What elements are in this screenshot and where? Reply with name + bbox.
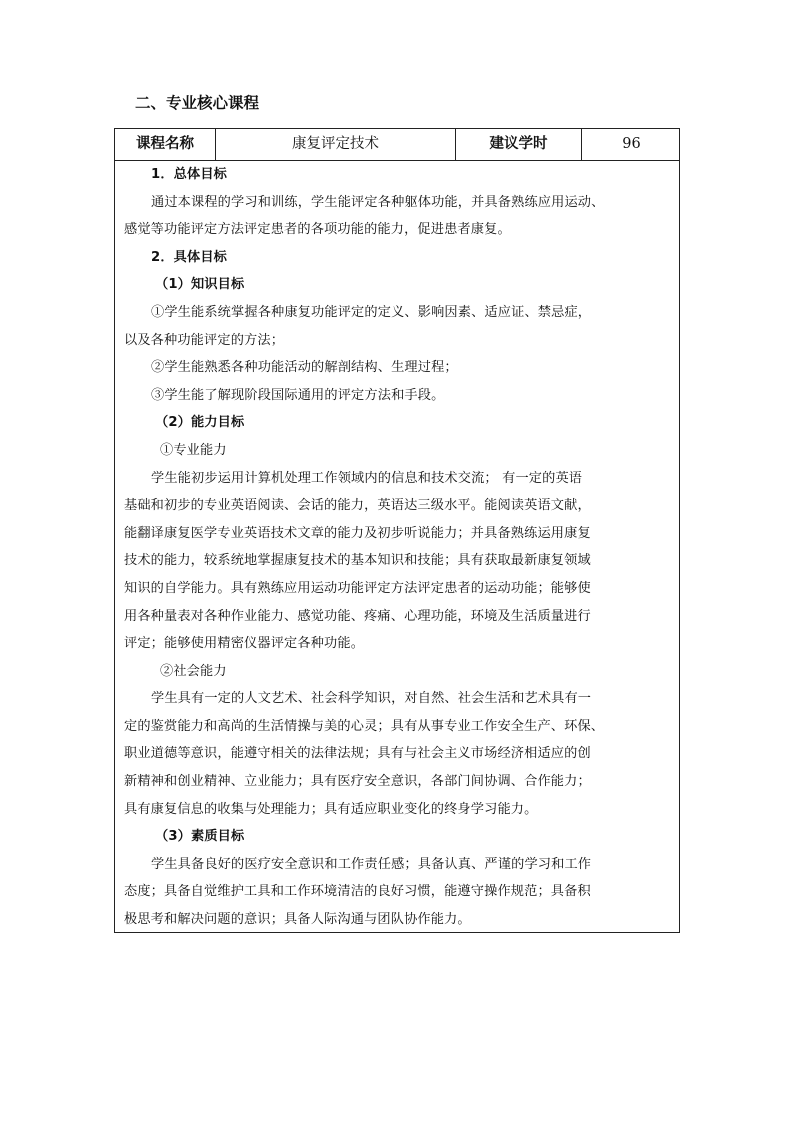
professional-text-line: 评定；能够使用精密仪器评定各种功能。 — [124, 636, 365, 652]
knowledge-heading: （1）知识目标 — [155, 277, 245, 293]
social-text-line: 定的鉴赏能力和高尚的生活情操与美的心灵；具有从事专业工作安全生产、环保、 — [124, 718, 605, 734]
quality-text-line: 极思考和解决问题的意识；具备人际沟通与团队协作能力。 — [124, 912, 471, 928]
professional-text-line: 基础和初步的专业英语阅读、会话的能力，英语达三级水平。能阅读英语文献， — [124, 498, 591, 514]
course-table — [114, 128, 680, 933]
knowledge-item: ③学生能了解现阶段国际通用的评定方法和手段。 — [151, 387, 445, 403]
course-name-label: 课程名称 — [115, 129, 216, 160]
hours-label: 建议学时 — [456, 129, 582, 160]
overall-text-line: 感觉等功能评定方法评定患者的各项功能的能力，促进患者康复。 — [124, 222, 511, 238]
ability-heading: （2）能力目标 — [155, 415, 245, 431]
overall-heading: 1．总体目标 — [151, 167, 228, 182]
quality-heading: （3）素质目标 — [155, 829, 245, 845]
hours-value: 96 — [622, 136, 641, 152]
social-text-line: 具有康复信息的收集与处理能力；具有适应职业变化的终身学习能力。 — [124, 801, 538, 817]
knowledge-item: 以及各种功能评定的方法； — [124, 332, 285, 348]
professional-heading: ①专业能力 — [160, 442, 227, 458]
social-text-line: 职业道德等意识，能遵守相关的法律法规；具有与社会主义市场经济相适应的创 — [124, 746, 591, 762]
social-text-line: 学生具有一定的人文艺术、社会科学知识，对自然、社会生活和艺术具有一 — [151, 691, 592, 707]
course-content — [115, 161, 679, 934]
professional-text-line: 能翻译康复医学专业英语技术文章的能力及初步听说能力；并具备熟练运用康复 — [124, 525, 591, 541]
professional-text-line: 学生能初步运用计算机处理工作领域内的信息和技术交流； 有一定的英语 — [151, 470, 583, 486]
professional-text-line: 用各种量表对各种作业能力、感觉功能、疼痛、心理功能，环境及生活质量进行 — [124, 608, 591, 624]
quality-text-line: 态度；具备自觉维护工具和工作环境清洁的良好习惯，能遵守操作规范；具备积 — [124, 884, 591, 900]
quality-text-line: 学生具备良好的医疗安全意识和工作责任感；具备认真、严谨的学习和工作 — [151, 856, 592, 872]
social-text-line: 新精神和创业精神、立业能力；具有医疗安全意识，各部门间协调、合作能力； — [124, 774, 591, 790]
professional-text-line: 技术的能力，较系统地掌握康复技术的基本知识和技能；具有获取最新康复领域 — [124, 553, 591, 569]
section-title: 二、专业核心课程 — [135, 94, 260, 112]
table-header-row — [115, 129, 679, 161]
specific-heading: 2．具体目标 — [151, 249, 228, 265]
course-name-value: 康复评定技术 — [216, 129, 456, 160]
knowledge-item: ①学生能系统掌握各种康复功能评定的定义、影响因素、适应证、禁忌症， — [151, 304, 592, 320]
social-heading: ②社会能力 — [160, 663, 227, 679]
professional-text-line: 知识的自学能力。具有熟练应用运动功能评定方法评定患者的运动功能；能够使 — [124, 580, 591, 596]
knowledge-item: ②学生能熟悉各种功能活动的解剖结构、生理过程； — [151, 360, 458, 376]
overall-text-line: 通过本课程的学习和训练，学生能评定各种躯体功能，并具备熟练应用运动、 — [151, 194, 605, 210]
